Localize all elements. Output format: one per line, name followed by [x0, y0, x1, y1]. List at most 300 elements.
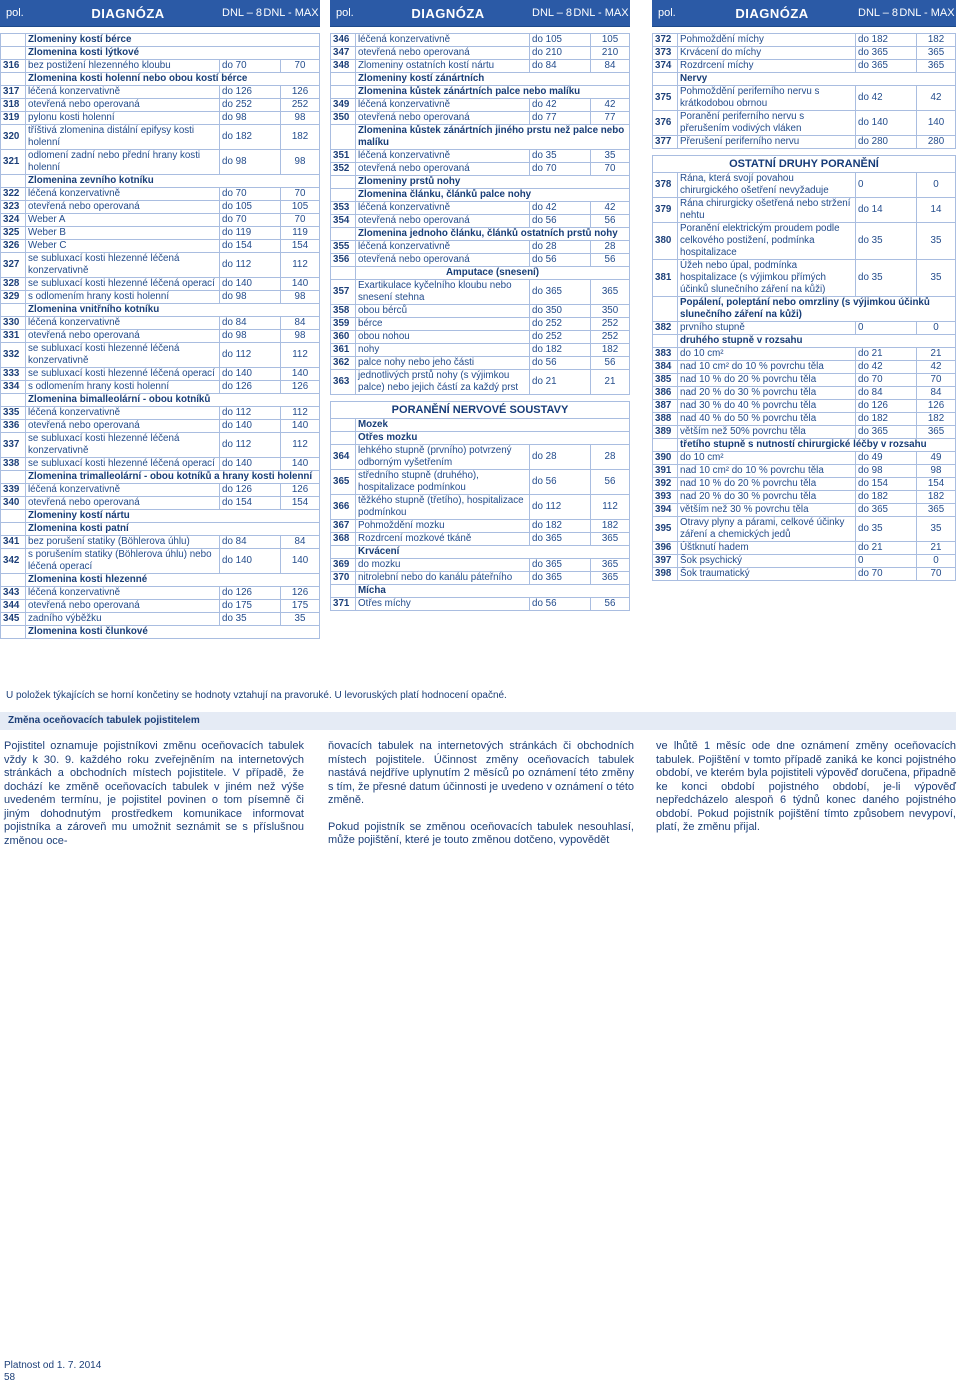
item-number: 328 [1, 278, 26, 291]
diagnosis-text: léčená konzervativně [356, 150, 530, 163]
section-heading [1, 394, 320, 407]
diagnosis-text: se subluxací kosti hlezenné léčená konzervativně [26, 433, 220, 458]
dnl8-value: do 70 [220, 60, 281, 73]
diagnosis-text: léčená konzervativně [356, 202, 530, 215]
dnlmax-value: 21 [591, 370, 630, 395]
table-row [1, 368, 320, 381]
dnl8-value: do 140 [220, 278, 281, 291]
header-dnl8: DNL – 8 [858, 7, 898, 19]
item-number: 365 [331, 470, 356, 495]
dnl8-value: 0 [856, 173, 917, 198]
dnlmax-value: 140 [917, 111, 956, 136]
diagnosis-text: lehkého stupně (prvního) potvrzený odborným vyšetřením [356, 445, 530, 470]
table-row [331, 598, 630, 611]
table-row [1, 240, 320, 253]
dnlmax-value: 49 [917, 452, 956, 465]
item-number: 348 [331, 60, 356, 73]
table-row [331, 215, 630, 228]
dnlmax-value: 35 [281, 613, 320, 626]
section-heading-text: Zlomenina kosti patní [26, 523, 320, 536]
item-number: 375 [653, 86, 678, 111]
item-number: 336 [1, 420, 26, 433]
empty-number-cell [1, 626, 26, 639]
dnlmax-value: 70 [917, 568, 956, 581]
diagnosis-text: obou bérců [356, 305, 530, 318]
diagnosis-text: léčená konzervativně [26, 484, 220, 497]
diagnosis-text: Zlomeniny ostatních kostí nártu [356, 60, 530, 73]
section-heading [653, 73, 956, 86]
diagnosis-table-3 [652, 33, 956, 581]
dnlmax-value: 350 [591, 305, 630, 318]
dnlmax-value: 252 [591, 331, 630, 344]
table-row [331, 60, 630, 73]
item-number: 355 [331, 241, 356, 254]
paragraph-3 [656, 740, 956, 835]
table-row [653, 426, 956, 439]
dnlmax-value: 140 [281, 420, 320, 433]
dnl8-value: do 365 [856, 426, 917, 439]
item-number: 396 [653, 542, 678, 555]
dnl8-value: do 98 [220, 150, 281, 175]
column-header [652, 0, 956, 27]
diagnosis-text: otevřená nebo operovaná [356, 163, 530, 176]
dnlmax-value: 154 [281, 497, 320, 510]
item-number: 319 [1, 112, 26, 125]
section-heading [331, 86, 630, 99]
section-heading [331, 189, 630, 202]
dnl8-value: do 365 [856, 60, 917, 73]
item-number: 318 [1, 99, 26, 112]
item-number: 386 [653, 387, 678, 400]
dnl8-value: do 84 [220, 536, 281, 549]
dnl8-value: do 140 [220, 420, 281, 433]
dnlmax-value: 126 [917, 400, 956, 413]
diagnosis-text: prvního stupně [678, 322, 856, 335]
dnl8-value: do 77 [530, 112, 591, 125]
table-row [653, 387, 956, 400]
dnlmax-value: 365 [917, 60, 956, 73]
diagnosis-text: zadního výběžku [26, 613, 220, 626]
dnl8-value: do 112 [530, 495, 591, 520]
dnlmax-value: 365 [591, 280, 630, 305]
table-row [653, 348, 956, 361]
item-number: 369 [331, 559, 356, 572]
dnl8-value: do 70 [856, 568, 917, 581]
item-number: 361 [331, 344, 356, 357]
dnl8-value: do 42 [530, 202, 591, 215]
dnl8-value: do 112 [220, 343, 281, 368]
diagnosis-text: bez postižení hlezenného kloubu [26, 60, 220, 73]
diagnosis-text: bez porušení statiky (Böhlerova úhlu) [26, 536, 220, 549]
table-row [653, 400, 956, 413]
dnlmax-value: 182 [917, 413, 956, 426]
diagnosis-text: Šok psychický [678, 555, 856, 568]
table-row [1, 381, 320, 394]
dnlmax-value: 154 [917, 478, 956, 491]
table-row [1, 330, 320, 343]
diagnosis-text: otevřená nebo operovaná [26, 99, 220, 112]
diagnosis-text: odlomení zadní nebo přední hrany kosti holenní [26, 150, 220, 175]
diagnosis-text: palce nohy nebo jeho části [356, 357, 530, 370]
table-row [1, 227, 320, 240]
chapter-heading-text: PORANĚNÍ NERVOVÉ SOUSTAVY [331, 402, 630, 419]
item-number: 357 [331, 280, 356, 305]
item-number: 343 [1, 587, 26, 600]
validity-date: Platnost od 1. 7. 2014 [4, 1360, 102, 1371]
item-number: 362 [331, 357, 356, 370]
dnl8-value: do 365 [530, 572, 591, 585]
dnl8-value: do 210 [530, 47, 591, 60]
item-number: 387 [653, 400, 678, 413]
item-number: 321 [1, 150, 26, 175]
diagnosis-text: obou nohou [356, 331, 530, 344]
dnl8-value: do 42 [530, 99, 591, 112]
empty-number-cell [331, 585, 356, 598]
empty-number-cell [1, 574, 26, 587]
item-number: 394 [653, 504, 678, 517]
item-number: 358 [331, 305, 356, 318]
section-heading-text: Zlomeniny kostí nártu [26, 510, 320, 523]
table-row [331, 445, 630, 470]
item-number: 373 [653, 47, 678, 60]
dnlmax-value: 84 [591, 60, 630, 73]
dnl8-value: do 365 [856, 47, 917, 60]
dnl8-value: do 42 [856, 86, 917, 111]
paragraph-2b-text: Pokud pojistník se změnou oceňovacích tabulek nesouhlasí, může pojištění, které je touto změnou dotčeno, vypovědět [328, 820, 634, 846]
page-number: 58 [4, 1372, 16, 1383]
dnlmax-value: 252 [591, 318, 630, 331]
item-number: 333 [1, 368, 26, 381]
diagnosis-text: se subluxací kosti hlezenné léčená operací [26, 368, 220, 381]
empty-number-cell [1, 175, 26, 188]
diagnosis-text: s odlomením hrany kosti holenní [26, 381, 220, 394]
dnlmax-value: 98 [281, 291, 320, 304]
table-row [1, 497, 320, 510]
empty-number-cell [331, 189, 356, 202]
table-row [653, 478, 956, 491]
dnl8-value: do 56 [530, 470, 591, 495]
header-dnlmax: DNL - MAX [263, 7, 319, 19]
table-row [331, 150, 630, 163]
dnl8-value: do 140 [856, 111, 917, 136]
section-heading-text: Zlomenina kosti lýtkové [26, 47, 320, 60]
dnlmax-value: 35 [917, 260, 956, 297]
handedness-note: U položek týkajících se horní končetiny se hodnoty vztahují na pravoruké. U levoruských platí hodnocení opačné. [6, 690, 507, 701]
diagnosis-text: Exartikulace kyčelního kloubu nebo snesení stehna [356, 280, 530, 305]
dnl8-value: do 70 [530, 163, 591, 176]
section-heading-text: Zlomenina jednoho článku, článků ostatních prstů nohy [356, 228, 630, 241]
table-row [653, 374, 956, 387]
diagnosis-text: Úštknutí hadem [678, 542, 856, 555]
diagnosis-text: větším než 30 % povrchu těla [678, 504, 856, 517]
dnlmax-value: 112 [281, 343, 320, 368]
table-row [653, 504, 956, 517]
diagnosis-text: Rozdrcení mozkové tkáně [356, 533, 530, 546]
dnl8-value: do 56 [530, 598, 591, 611]
diagnosis-text: do 10 cm² [678, 348, 856, 361]
item-number: 392 [653, 478, 678, 491]
table-row [653, 452, 956, 465]
item-number: 374 [653, 60, 678, 73]
column-header [330, 0, 630, 27]
table-row [653, 136, 956, 149]
diagnosis-text: do 10 cm² [678, 452, 856, 465]
empty-number-cell [653, 335, 678, 348]
item-number: 344 [1, 600, 26, 613]
dnl8-value: do 49 [856, 452, 917, 465]
empty-number-cell [1, 47, 26, 60]
item-number: 367 [331, 520, 356, 533]
item-number: 325 [1, 227, 26, 240]
table-row [331, 559, 630, 572]
dnl8-value: do 126 [856, 400, 917, 413]
dnl8-value: do 175 [220, 600, 281, 613]
table-row [331, 370, 630, 395]
item-number: 370 [331, 572, 356, 585]
item-number: 324 [1, 214, 26, 227]
table-row [1, 150, 320, 175]
section-heading [1, 175, 320, 188]
diagnosis-text: otevřená nebo operovaná [26, 330, 220, 343]
diagnosis-text: otevřená nebo operovaná [26, 497, 220, 510]
section-heading [331, 73, 630, 86]
dnl8-value: do 35 [856, 260, 917, 297]
dnlmax-value: 182 [917, 34, 956, 47]
header-diagnoza: DIAGNÓZA [411, 5, 485, 21]
header-dnl8: DNL – 8 [532, 7, 572, 19]
empty-number-cell [653, 297, 678, 322]
table-row [1, 317, 320, 330]
dnlmax-value: 140 [281, 278, 320, 291]
dnlmax-value: 119 [281, 227, 320, 240]
dnlmax-value: 112 [281, 407, 320, 420]
dnlmax-value: 98 [281, 330, 320, 343]
section-heading-text: Zlomenina bimalleolární - obou kotníků [26, 394, 320, 407]
empty-number-cell [1, 73, 26, 86]
dnlmax-value: 70 [281, 188, 320, 201]
header-dnlmax: DNL - MAX [899, 7, 955, 19]
section-heading-text: Popálení, poleptání nebo omrzliny (s výjimkou účinků slunečního záření na kůži) [678, 297, 956, 322]
item-number: 389 [653, 426, 678, 439]
section-heading-text: Amputace (snesení) [356, 267, 630, 280]
dnlmax-value: 42 [591, 99, 630, 112]
item-number: 380 [653, 223, 678, 260]
table-row [1, 278, 320, 291]
dnlmax-value: 182 [917, 491, 956, 504]
dnlmax-value: 35 [917, 223, 956, 260]
section-heading [1, 523, 320, 536]
item-number: 350 [331, 112, 356, 125]
item-number: 352 [331, 163, 356, 176]
dnlmax-value: 98 [917, 465, 956, 478]
section-heading [1, 471, 320, 484]
dnlmax-value: 77 [591, 112, 630, 125]
diagnosis-text: se subluxací kosti hlezenné léčená operací [26, 458, 220, 471]
header-dnlmax: DNL - MAX [573, 7, 629, 19]
section-heading [331, 546, 630, 559]
item-number: 363 [331, 370, 356, 395]
dnlmax-value: 154 [281, 240, 320, 253]
column-2 [330, 0, 630, 611]
item-number: 368 [331, 533, 356, 546]
section-heading-text: Zlomenina vnitřního kotníku [26, 304, 320, 317]
item-number: 381 [653, 260, 678, 297]
item-number: 366 [331, 495, 356, 520]
table-row [653, 542, 956, 555]
table-row [331, 318, 630, 331]
dnl8-value: do 365 [530, 533, 591, 546]
dnl8-value: do 70 [220, 214, 281, 227]
item-number: 371 [331, 598, 356, 611]
dnlmax-value: 35 [917, 517, 956, 542]
item-number: 364 [331, 445, 356, 470]
item-number: 340 [1, 497, 26, 510]
column-header [0, 0, 320, 27]
empty-number-cell [1, 523, 26, 536]
dnlmax-value: 365 [917, 426, 956, 439]
dnl8-value: do 28 [530, 241, 591, 254]
table-row [653, 60, 956, 73]
dnlmax-value: 210 [591, 47, 630, 60]
dnlmax-value: 112 [591, 495, 630, 520]
item-number: 331 [1, 330, 26, 343]
diagnosis-text: Pohmoždění mozku [356, 520, 530, 533]
footer [4, 1360, 101, 1384]
dnlmax-value: 112 [281, 253, 320, 278]
diagnosis-text: léčená konzervativně [26, 188, 220, 201]
item-number: 383 [653, 348, 678, 361]
diagnosis-text: otevřená nebo operovaná [26, 420, 220, 433]
paragraph-3-text: ve lhůtě 1 měsíc ode dne oznámení změny oceňovacích tabulek. Pojištění v tomto případě zaniká ke konci pojistného období, ve kterém byla pojistiteli výpověď doručena, připadně ke konci období pojistného období, je-li výpověď nepředcházelo alespoň 6 týdnů konec daného pojistného období. Pokud pojistník pojištění tímto způsobem nevypoví, platí, že změnu přijal. [656, 740, 956, 833]
diagnosis-text: Otravy plyny a párami, celkové účinky záření a chemických jedů [678, 517, 856, 542]
diagnosis-text: otevřená nebo operovaná [26, 201, 220, 214]
dnl8-value: 0 [856, 555, 917, 568]
table-row [1, 549, 320, 574]
section-heading-text: Zlomeniny kostí bérce [26, 34, 320, 47]
dnlmax-value: 140 [281, 458, 320, 471]
table-row [1, 112, 320, 125]
item-number: 316 [1, 60, 26, 73]
item-number: 337 [1, 433, 26, 458]
dnl8-value: do 84 [530, 60, 591, 73]
section-heading [331, 585, 630, 598]
diagnosis-text: léčená konzervativně [356, 99, 530, 112]
diagnosis-text: Rána chirurgicky ošetřená nebo stržení nehtu [678, 198, 856, 223]
diagnosis-text: nad 10 % do 20 % povrchu těla [678, 478, 856, 491]
item-number: 398 [653, 568, 678, 581]
section-heading-text: Otřes mozku [356, 432, 630, 445]
diagnosis-text: Přerušení periferního nervu [678, 136, 856, 149]
dnlmax-value: 182 [591, 520, 630, 533]
dnl8-value: do 182 [856, 413, 917, 426]
dnl8-value: 0 [856, 322, 917, 335]
dnl8-value: do 252 [220, 99, 281, 112]
diagnosis-text: Weber B [26, 227, 220, 240]
diagnosis-text: Rána, která svojí povahou chirurgického ošetření nevyžaduje [678, 173, 856, 198]
empty-number-cell [331, 267, 356, 280]
diagnosis-text: jednotlivých prstů nohy (s výjimkou palce) nebo jejich částí za každý prst [356, 370, 530, 395]
dnlmax-value: 175 [281, 600, 320, 613]
section-heading [653, 297, 956, 322]
dnl8-value: do 21 [856, 542, 917, 555]
dnlmax-value: 365 [917, 47, 956, 60]
dnlmax-value: 0 [917, 173, 956, 198]
diagnosis-text: těžkého stupně (třetího), hospitalizace podmínkou [356, 495, 530, 520]
diagnosis-text: s odlomením hrany kosti holenní [26, 291, 220, 304]
table-row [1, 600, 320, 613]
table-row [653, 555, 956, 568]
dnl8-value: do 154 [856, 478, 917, 491]
diagnosis-text: Poranění elektrickým proudem podle celkového postižení, podmínka hospitalizace [678, 223, 856, 260]
item-number: 388 [653, 413, 678, 426]
dnlmax-value: 70 [281, 214, 320, 227]
section-heading [653, 439, 956, 452]
item-number: 338 [1, 458, 26, 471]
diagnosis-text: tříštivá zlomenina distální epifysy kosti holenní [26, 125, 220, 150]
section-heading-text: třetího stupně s nutností chirurgické léčby v rozsahu [678, 439, 956, 452]
dnl8-value: do 35 [856, 223, 917, 260]
empty-number-cell [331, 73, 356, 86]
item-number: 393 [653, 491, 678, 504]
item-number: 320 [1, 125, 26, 150]
section-title-zmena: Změna oceňovacích tabulek pojistitelem [0, 712, 956, 730]
dnlmax-value: 365 [917, 504, 956, 517]
empty-number-cell [1, 304, 26, 317]
dnl8-value: do 350 [530, 305, 591, 318]
item-number: 349 [331, 99, 356, 112]
table-row [331, 470, 630, 495]
empty-number-cell [1, 394, 26, 407]
section-heading-text: druhého stupně v rozsahu [678, 335, 956, 348]
diagnosis-text: Otřes míchy [356, 598, 530, 611]
section-heading [1, 626, 320, 639]
diagnosis-text: otevřená nebo operovaná [356, 254, 530, 267]
section-heading-text: Zlomenina článku, článků palce nohy [356, 189, 630, 202]
dnlmax-value: 84 [917, 387, 956, 400]
section-heading-text: Zlomenina kůstek zánártních jiného prstu než palce nebo malíku [356, 125, 630, 150]
diagnosis-text: nitrolební nebo do kanálu páteřního [356, 572, 530, 585]
dnlmax-value: 56 [591, 254, 630, 267]
dnl8-value: do 365 [856, 504, 917, 517]
empty-number-cell [1, 510, 26, 523]
diagnosis-text: pylonu kosti holenní [26, 112, 220, 125]
dnlmax-value: 84 [281, 317, 320, 330]
empty-number-cell [331, 546, 356, 559]
table-row [653, 47, 956, 60]
table-row [653, 361, 956, 374]
item-number: 332 [1, 343, 26, 368]
item-number: 384 [653, 361, 678, 374]
dnl8-value: do 154 [220, 497, 281, 510]
diagnosis-text: otevřená nebo operovaná [356, 112, 530, 125]
chapter-heading [331, 402, 630, 419]
dnl8-value: do 105 [530, 34, 591, 47]
table-row [331, 520, 630, 533]
dnlmax-value: 98 [281, 150, 320, 175]
diagnosis-text: nad 30 % do 40 % povrchu těla [678, 400, 856, 413]
dnl8-value: do 35 [530, 150, 591, 163]
section-heading [331, 176, 630, 189]
section-heading [331, 419, 630, 432]
paragraph-1 [4, 740, 304, 848]
dnlmax-value: 56 [591, 598, 630, 611]
table-row [653, 173, 956, 198]
item-number: 329 [1, 291, 26, 304]
dnlmax-value: 21 [917, 348, 956, 361]
table-row [1, 613, 320, 626]
dnlmax-value: 365 [591, 572, 630, 585]
item-number: 322 [1, 188, 26, 201]
